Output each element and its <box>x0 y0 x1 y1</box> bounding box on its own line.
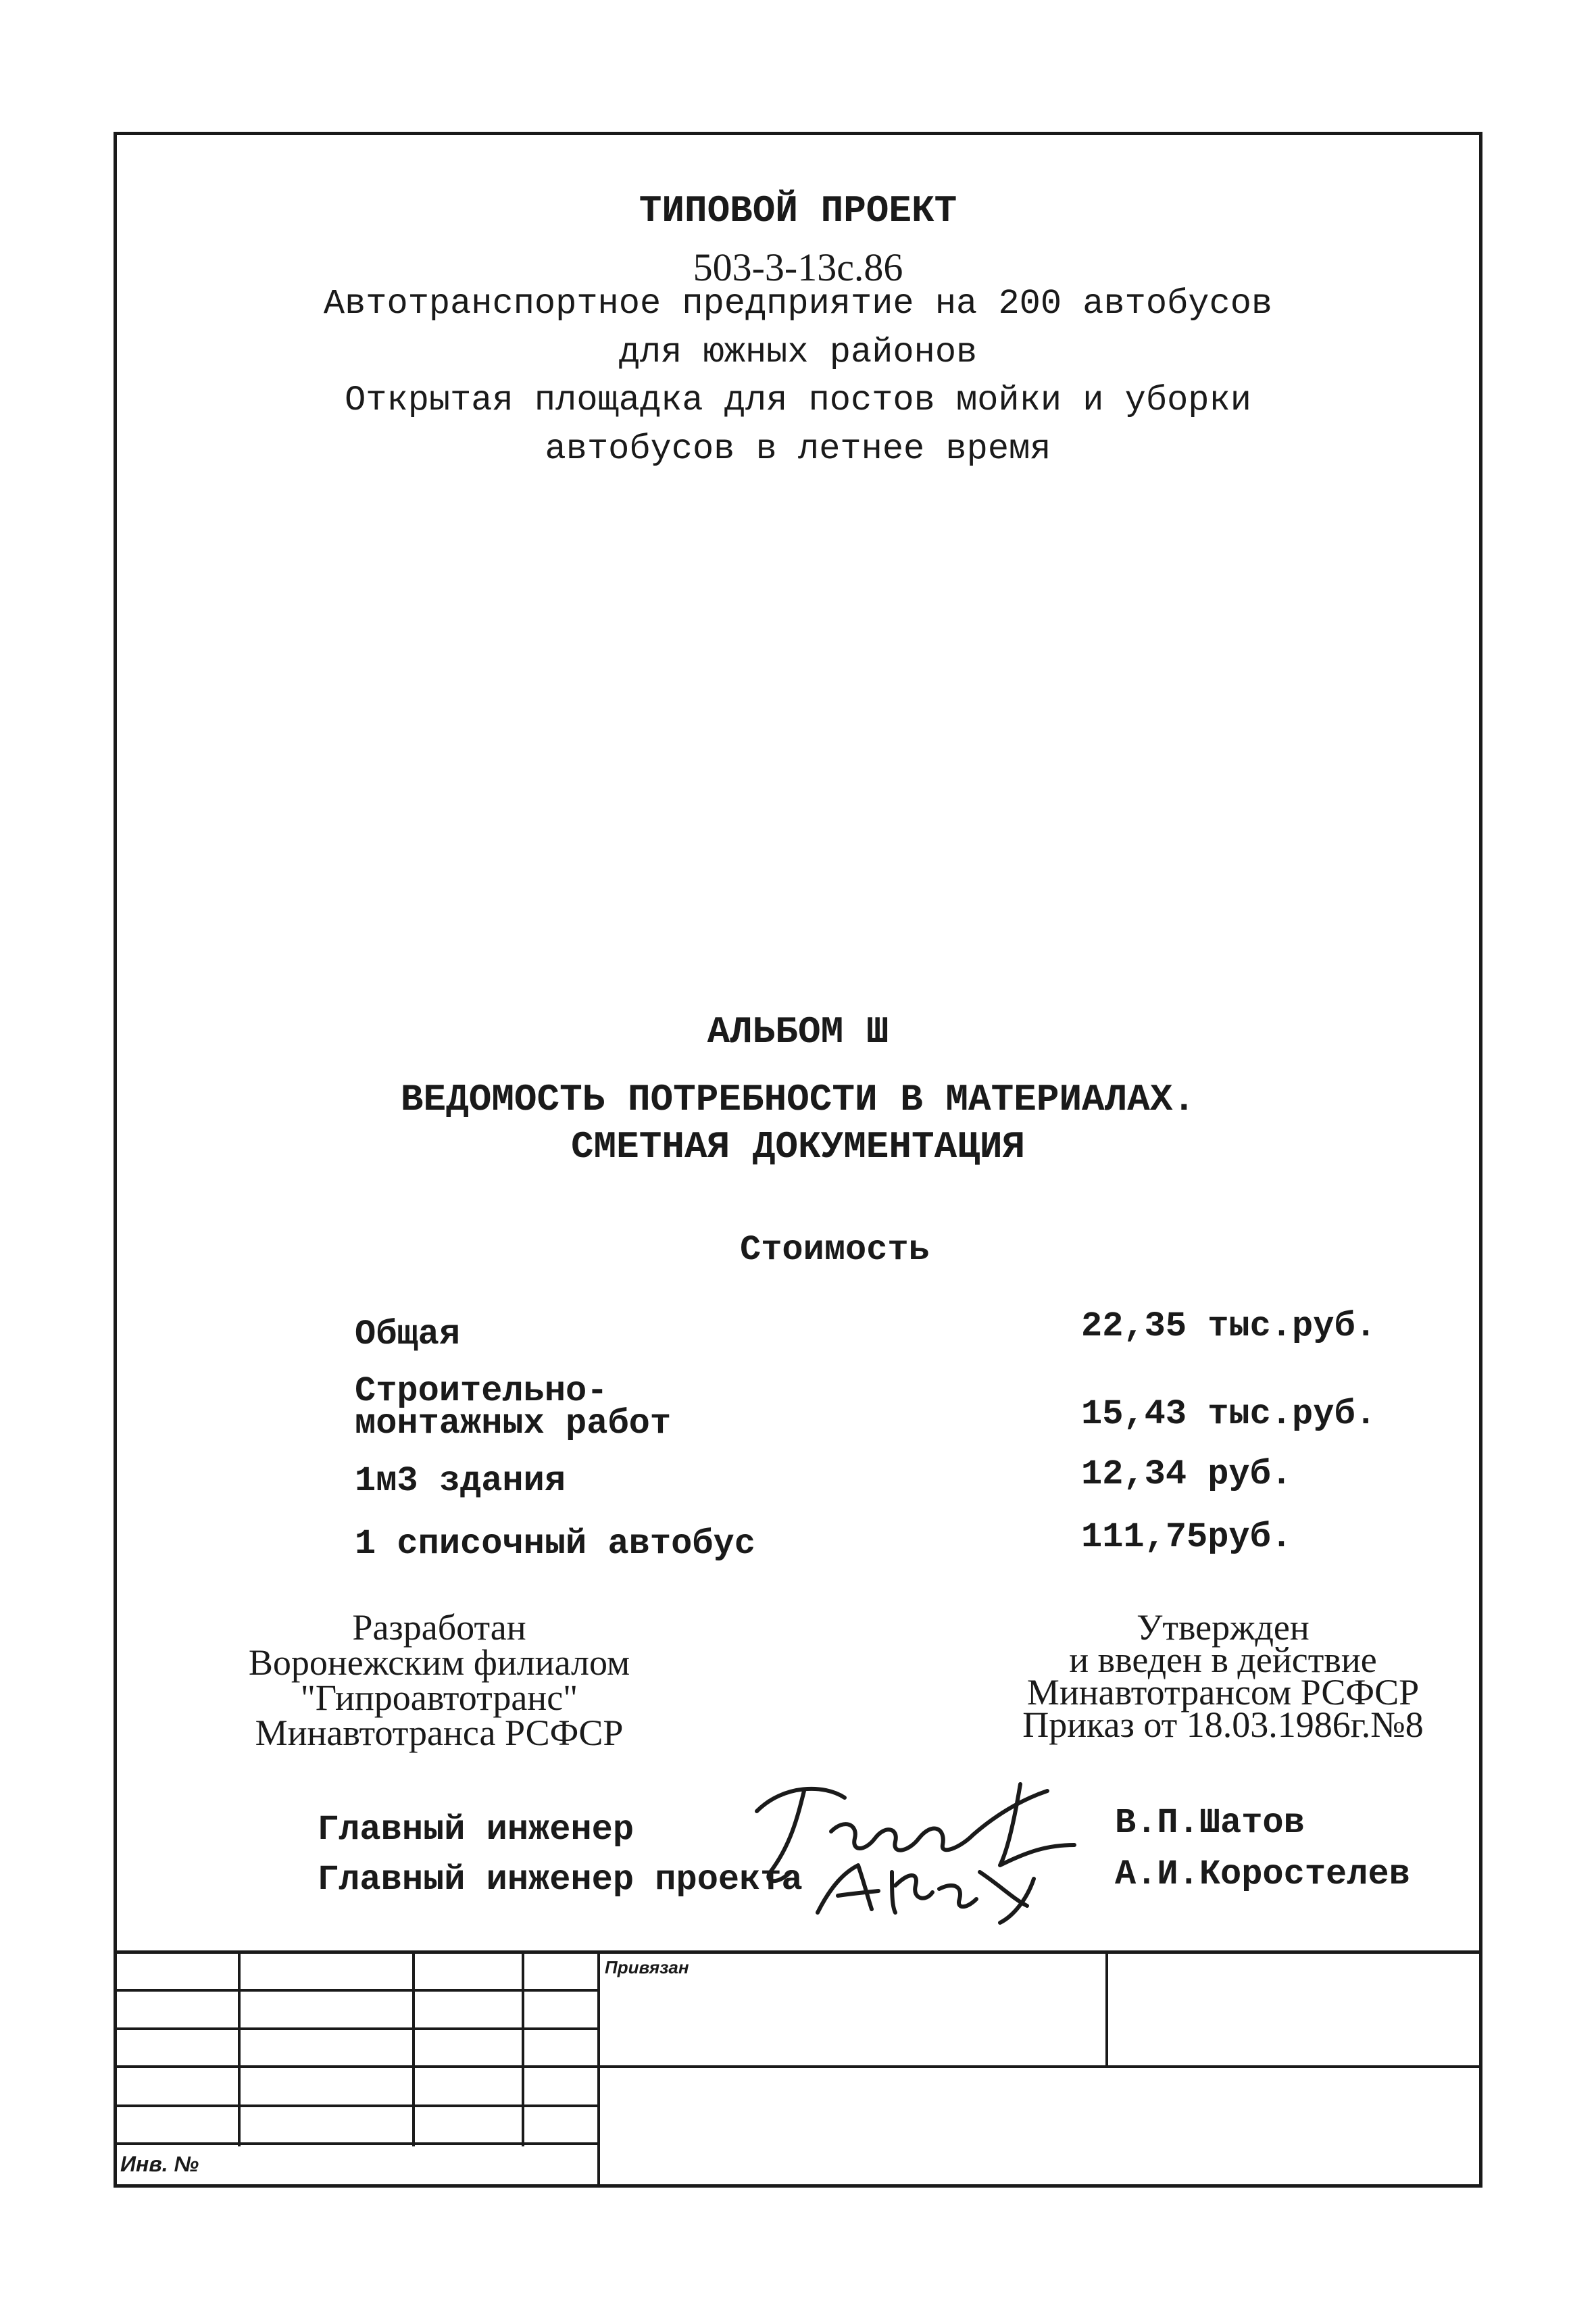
signature-name-1: В.П.Шатов <box>1115 1803 1305 1843</box>
approval-line-4: Приказ от 18.03.1986г.№8 <box>1022 1704 1424 1745</box>
cost-label-total: Общая <box>355 1314 461 1354</box>
title-line-1: Автотранспортное предприятие на 200 автобусов <box>323 284 1273 324</box>
cost-label-per-bus: 1 списочный автобус <box>355 1524 755 1564</box>
approval-line-2: и введен в действие <box>1069 1640 1377 1680</box>
title-line-3: Открытая площадка для постов мойки и уборки <box>345 380 1251 420</box>
album-subject-2: СМЕТНАЯ ДОКУМЕНТАЦИЯ <box>570 1125 1026 1168</box>
project-number: 503-3-13с.86 <box>693 245 903 289</box>
developer-line-1: Разработан <box>352 1607 526 1648</box>
approval-line-1: Утвержден <box>1137 1607 1310 1648</box>
signature-role-1: Главный инженер <box>318 1810 634 1850</box>
cost-label-per-m3: 1м3 здания <box>355 1461 566 1501</box>
handwritten-signatures <box>730 1771 1081 1926</box>
cost-heading: Стоимость <box>740 1230 930 1270</box>
cost-label-construction: Строительно-монтажных работ <box>355 1371 672 1444</box>
album-subject-1: ВЕДОМОСТЬ ПОТРЕБНОСТИ В МАТЕРИАЛАХ. <box>400 1078 1196 1121</box>
developer-line-4: Минавтотранса РСФСР <box>255 1713 624 1753</box>
title-line-2: для южных районов <box>618 333 978 372</box>
inventory-label: Инв. № <box>120 2152 199 2176</box>
approval-line-3: Минавтотрансом РСФСР <box>1026 1672 1420 1713</box>
doc-type: ТИПОВОЙ ПРОЕКТ <box>639 189 957 232</box>
cost-value-per-m3: 12,34 руб. <box>1081 1454 1293 1494</box>
album-label: АЛЬБОМ Ш <box>707 1010 889 1054</box>
cost-value-construction: 15,43 тыс.руб. <box>1081 1394 1376 1434</box>
signature-name-2: А.И.Коростелев <box>1115 1854 1410 1894</box>
developer-line-3: "Гипроавтотранс" <box>300 1677 578 1718</box>
cost-value-per-bus: 111,75руб. <box>1081 1517 1293 1557</box>
cost-value-total: 22,35 тыс.руб. <box>1081 1306 1376 1346</box>
linked-label: Привязан <box>605 1957 689 1977</box>
title-line-4: автобусов в летнее время <box>545 429 1051 469</box>
signature-role-2: Главный инженер проекта <box>318 1860 803 1900</box>
developer-line-2: Воронежским филиалом <box>248 1642 630 1683</box>
